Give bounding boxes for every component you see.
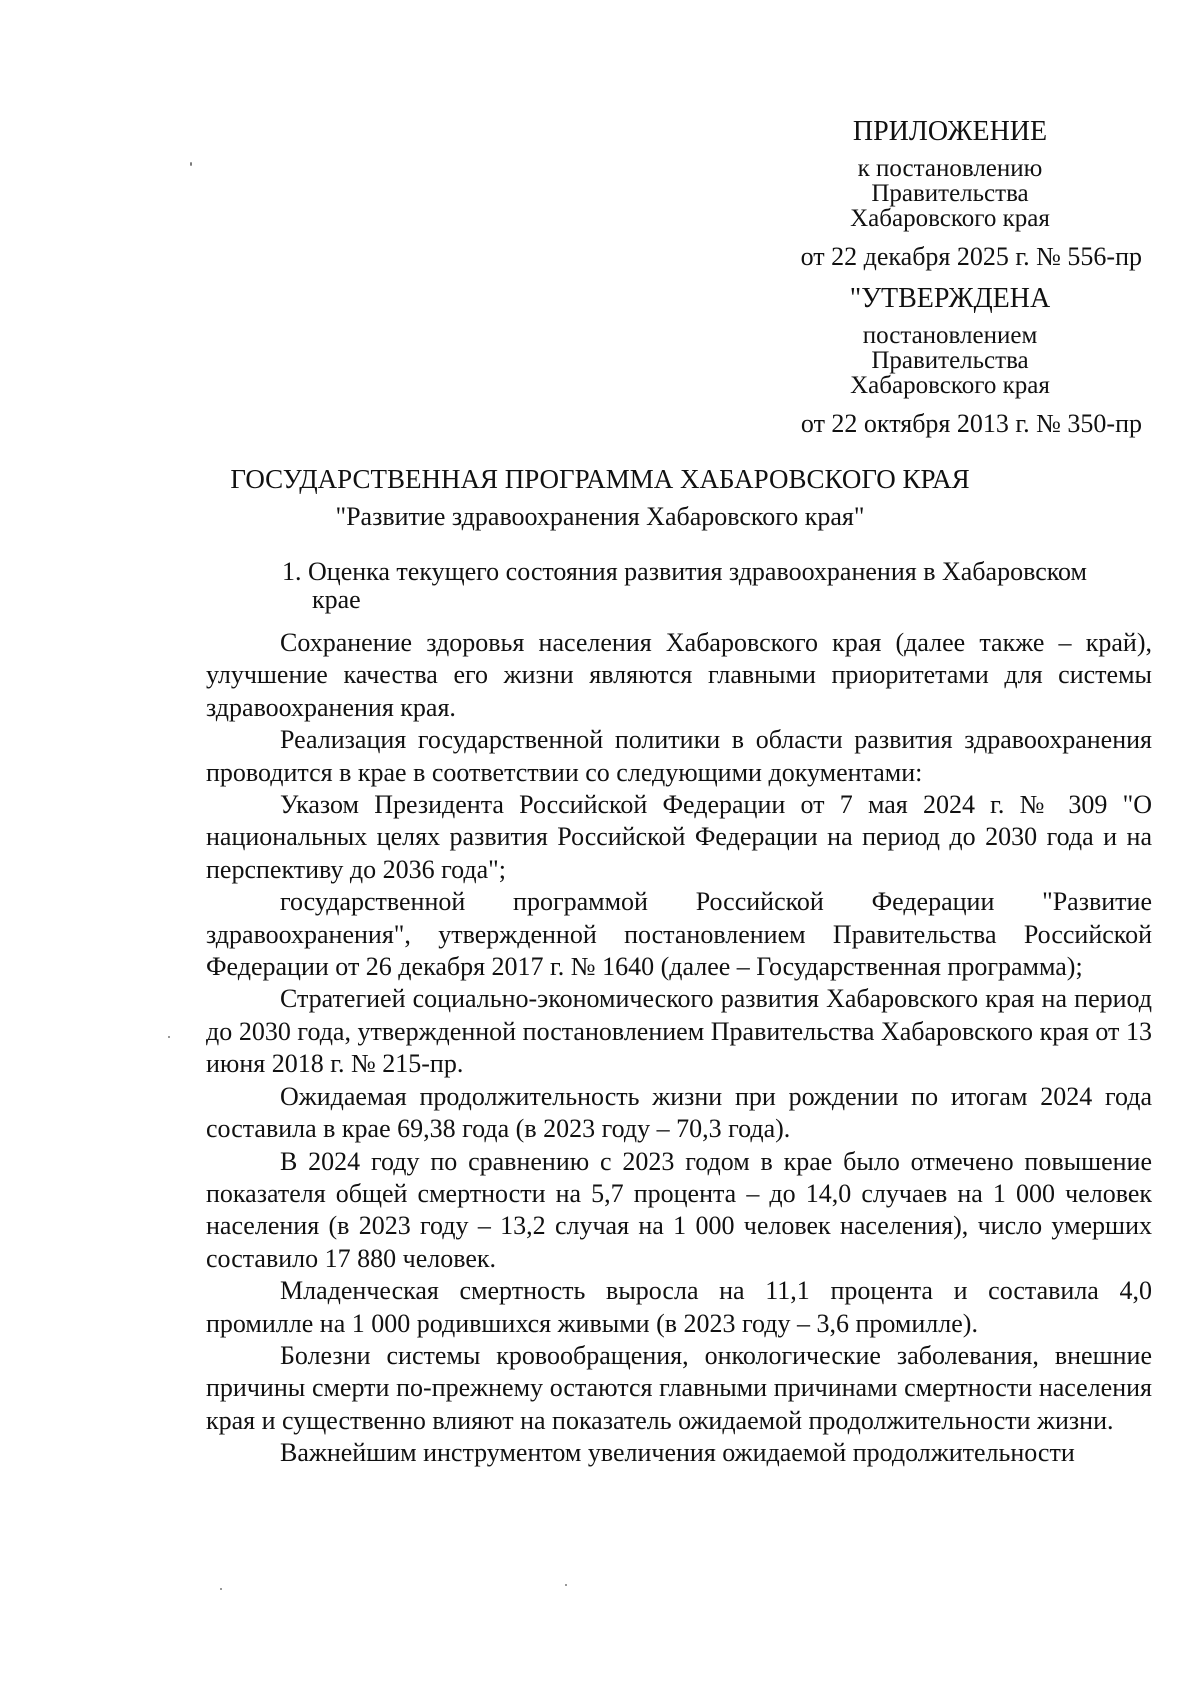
paragraph: Указом Президента Российской Федерации от 7 мая 2024 г. № 309 "О национальных целях развития Российской Федерации на период до 2030 года и на перспективу до 2036 года";: [206, 790, 1152, 884]
scan-speck: [565, 1584, 567, 1586]
approved-line: Правительства: [871, 347, 1029, 374]
paragraph: Болезни системы кровообращения, онкологические заболевания, внешние причины смерти по-прежнему остаются главными причинами смертности населения края и существенно влияют на показатель ожидаемой продолжительности жизни.: [206, 1340, 1152, 1435]
approved-block: [740, 283, 1160, 398]
scan-speck: [168, 1036, 170, 1038]
paragraph: государственной программой Российской Федерации "Развитие здравоохранения", утвержденной постановлением Правительства Российской Федерации от 26 декабря 2017 г. № 1640 (далее – Государственная программа);: [206, 887, 1152, 982]
paragraph: Стратегией социально-экономического развития Хабаровского края на период до 2030 года, утвержденной постановлением Правительства Хабаровского края от 13 июня 2018 г. № 215-пр.: [206, 984, 1152, 1079]
appendix-heading: ПРИЛОЖЕНИЕ: [852, 116, 1048, 147]
appendix-block: [740, 116, 1160, 231]
body-text: [206, 627, 1152, 1470]
appendix-line: к постановлению: [857, 155, 1043, 182]
program-subtitle: "Развитие здравоохранения Хабаровского края": [335, 502, 865, 531]
approved-heading: "УТВЕРЖДЕНА: [849, 283, 1051, 314]
scan-speck: [220, 1588, 222, 1590]
paragraph: Сохранение здоровья населения Хабаровского края (далее также – край), улучшение качества его жизни являются главными приоритетами для системы здравоохранения края.: [206, 628, 1152, 722]
program-title: ГОСУДАРСТВЕННАЯ ПРОГРАММА ХАБАРОВСКОГО КРАЯ: [230, 464, 970, 494]
section-heading: [282, 558, 1162, 614]
approved-line: Хабаровского края: [850, 372, 1050, 399]
paragraph: Реализация государственной политики в области развития здравоохранения проводится в крае в соответствии со следующими документами:: [206, 725, 1152, 787]
approved-line: постановлением: [862, 322, 1038, 349]
appendix-line: Хабаровского края: [850, 205, 1050, 232]
appendix-date: от 22 декабря 2025 г. № 556-пр: [800, 242, 1142, 271]
paragraph: В 2024 году по сравнению с 2023 годом в крае было отмечено повышение показателя общей смертности на 5,7 процента – до 14,0 случаев на 1 000 человек населения (в 2023 году – 13,2 случая на 1 000 человек населения), число умерших составило 17 880 человек.: [206, 1146, 1152, 1273]
paragraph: Ожидаемая продолжительность жизни при рождении по итогам 2024 года составила в крае 69,38 года (в 2023 году – 70,3 года).: [206, 1081, 1152, 1144]
section-heading-line: крае: [312, 585, 361, 614]
paragraph: Младенческая смертность выросла на 11,1 процента и составила 4,0 промилле на 1 000 родившихся живыми (в 2023 году – 3,6 промилле).: [206, 1276, 1152, 1338]
paragraph: Важнейшим инструментом увеличения ожидаемой продолжительности: [280, 1438, 1075, 1468]
scan-speck: [190, 162, 192, 166]
section-heading-line: 1. Оценка текущего состояния развития здравоохранения в Хабаровском: [282, 557, 1087, 586]
appendix-line: Правительства: [871, 180, 1029, 207]
approved-date: от 22 октября 2013 г. № 350-пр: [800, 409, 1142, 438]
